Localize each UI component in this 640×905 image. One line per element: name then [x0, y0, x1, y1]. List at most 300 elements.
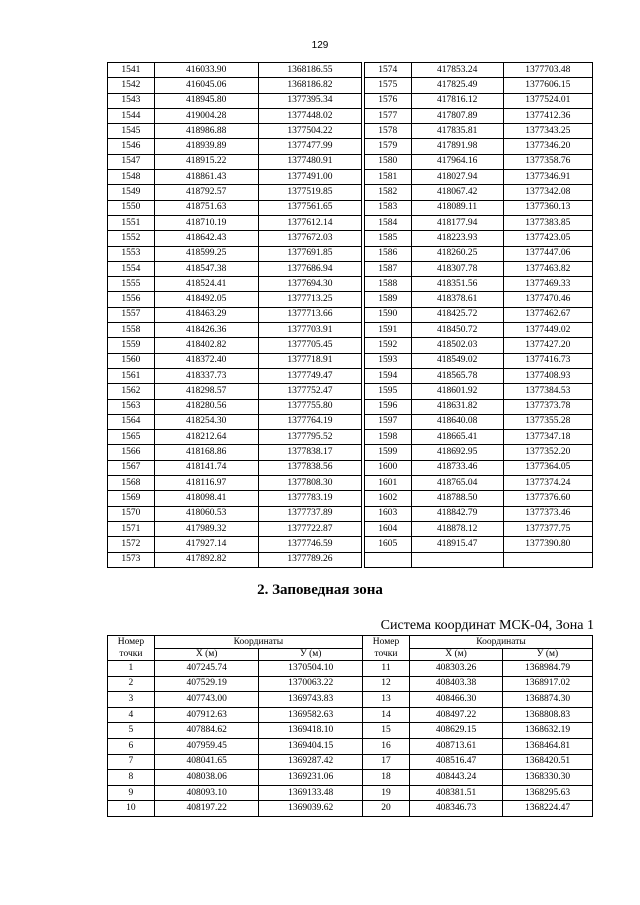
- x-coordinate-cell: 418223.93: [411, 231, 503, 246]
- y-coordinate-cell: 1368420.51: [503, 754, 593, 770]
- y-coordinate-cell: 1377352.20: [503, 445, 592, 460]
- point-number-cell: 1553: [108, 246, 155, 261]
- table-row: [365, 506, 593, 521]
- y-coordinate-cell: 1377783.19: [258, 491, 361, 506]
- x-coordinate-cell: 418116.97: [154, 476, 258, 491]
- table-row: [108, 476, 362, 491]
- point-number-cell: 20: [363, 801, 410, 817]
- table-row: [365, 430, 593, 445]
- x-coordinate-cell: 418502.03: [411, 338, 503, 353]
- table-row: [108, 707, 363, 723]
- y-coordinate-cell: 1377383.85: [503, 215, 592, 230]
- x-coordinate-cell: 407912.63: [154, 707, 259, 723]
- point-number-cell: 7: [108, 754, 155, 770]
- point-number-cell: 1576: [365, 93, 412, 108]
- point-number-header: Номер точки: [108, 636, 155, 661]
- x-coordinate-cell: 408041.65: [154, 754, 259, 770]
- x-coordinate-cell: 416033.90: [154, 63, 258, 78]
- y-coordinate-cell: 1377713.25: [258, 292, 361, 307]
- x-coordinate-cell: 417989.32: [154, 521, 258, 536]
- y-header: У (м): [503, 648, 593, 661]
- point-number-cell: 1562: [108, 384, 155, 399]
- y-coordinate-cell: 1377347.18: [503, 430, 592, 445]
- y-coordinate-cell: 1377703.48: [503, 63, 592, 78]
- section-title: 2. Заповедная зона: [257, 582, 383, 598]
- x-coordinate-cell: 418212.64: [154, 430, 258, 445]
- y-coordinate-cell: 1369418.10: [259, 723, 363, 739]
- y-coordinate-cell: 1377672.03: [258, 231, 361, 246]
- y-coordinate-cell: 1377427.20: [503, 338, 592, 353]
- table-row: [365, 292, 593, 307]
- y-coordinate-cell: 1377373.78: [503, 399, 592, 414]
- x-coordinate-cell: 418631.82: [411, 399, 503, 414]
- table-body: [108, 661, 363, 817]
- header-row: [363, 636, 593, 649]
- y-coordinate-cell: 1377390.80: [503, 537, 592, 552]
- y-coordinate-cell: 1377524.01: [503, 93, 592, 108]
- x-coordinate-cell: 418788.50: [411, 491, 503, 506]
- y-coordinate-cell: 1377789.26: [258, 552, 361, 567]
- y-coordinate-cell: 1377477.99: [258, 139, 361, 154]
- y-coordinate-cell: 1369039.62: [259, 801, 363, 817]
- table-row: [365, 491, 593, 506]
- y-coordinate-cell: 1377606.15: [503, 78, 592, 93]
- table-row: [108, 399, 362, 414]
- y-coordinate-cell: 1369287.42: [259, 754, 363, 770]
- point-number-cell: 1596: [365, 399, 412, 414]
- x-coordinate-cell: 417892.82: [154, 552, 258, 567]
- table-row: [365, 108, 593, 123]
- table-row: [108, 323, 362, 338]
- y-coordinate-cell: 1377342.08: [503, 185, 592, 200]
- table-row: [108, 723, 363, 739]
- point-number-cell: 1578: [365, 124, 412, 139]
- point-number-cell: 11: [363, 661, 410, 677]
- table-row: [108, 277, 362, 292]
- point-number-cell: 8: [108, 770, 155, 786]
- point-number-cell: 1556: [108, 292, 155, 307]
- x-coordinate-cell: 418915.47: [411, 537, 503, 552]
- coordinates-header: Координаты: [154, 636, 362, 649]
- table-row: [108, 414, 362, 429]
- y-coordinate-cell: 1377469.33: [503, 277, 592, 292]
- point-number-cell: 1579: [365, 139, 412, 154]
- x-coordinate-cell: 418426.36: [154, 323, 258, 338]
- y-coordinate-cell: 1368632.19: [503, 723, 593, 739]
- table-row: [365, 445, 593, 460]
- y-coordinate-cell: 1377838.17: [258, 445, 361, 460]
- table-row: [108, 491, 362, 506]
- x-coordinate-cell: 418067.42: [411, 185, 503, 200]
- point-number-cell: 1604: [365, 521, 412, 536]
- y-coordinate-cell: 1377448.02: [258, 108, 361, 123]
- point-number-cell: 1558: [108, 323, 155, 338]
- x-coordinate-cell: 418307.78: [411, 261, 503, 276]
- table-row: [108, 785, 363, 801]
- x-coordinate-cell: 418351.56: [411, 277, 503, 292]
- x-coordinate-cell: 418547.38: [154, 261, 258, 276]
- table-row: [108, 261, 362, 276]
- x-header: X (м): [154, 648, 259, 661]
- x-coordinate-cell: 407959.45: [154, 738, 259, 754]
- table-row: [108, 78, 362, 93]
- table-row: [363, 676, 593, 692]
- y-coordinate-cell: 1377718.91: [258, 353, 361, 368]
- x-coordinate-cell: 418939.89: [154, 139, 258, 154]
- point-number-cell: 1541: [108, 63, 155, 78]
- x-coordinate-cell: 418463.29: [154, 307, 258, 322]
- table-row: [108, 754, 363, 770]
- y-coordinate-cell: 1377408.93: [503, 368, 592, 383]
- point-number-cell: 1560: [108, 353, 155, 368]
- y-coordinate-cell: 1377480.91: [258, 154, 361, 169]
- point-number-cell: 1599: [365, 445, 412, 460]
- y-coordinate-cell: 1377808.30: [258, 476, 361, 491]
- x-coordinate-cell: 416045.06: [154, 78, 258, 93]
- x-coordinate-cell: 408713.61: [410, 738, 503, 754]
- table-row: [108, 93, 362, 108]
- y-coordinate-cell: 1377519.85: [258, 185, 361, 200]
- table-row: [365, 231, 593, 246]
- y-coordinate-cell: 1377491.00: [258, 170, 361, 185]
- y-coordinate-cell: 1377376.60: [503, 491, 592, 506]
- x-coordinate-cell: 417891.98: [411, 139, 503, 154]
- point-number-cell: 1542: [108, 78, 155, 93]
- table-row: [363, 785, 593, 801]
- table-row: [108, 154, 362, 169]
- x-coordinate-cell: 417853.24: [411, 63, 503, 78]
- point-number-cell: 1563: [108, 399, 155, 414]
- y-coordinate-cell: 1369743.83: [259, 692, 363, 708]
- point-number-cell: 1584: [365, 215, 412, 230]
- x-coordinate-cell: 408466.30: [410, 692, 503, 708]
- table-row: [365, 552, 593, 567]
- y-coordinate-cell: 1368464.81: [503, 738, 593, 754]
- point-number-cell: 2: [108, 676, 155, 692]
- point-number-header: Номер точки: [363, 636, 410, 661]
- x-coordinate-cell: 417835.81: [411, 124, 503, 139]
- coordinates-header: Координаты: [410, 636, 593, 649]
- point-number-cell: 1567: [108, 460, 155, 475]
- y-coordinate-cell: 1369404.15: [259, 738, 363, 754]
- x-coordinate-cell: 418642.43: [154, 231, 258, 246]
- y-coordinate-cell: 1368874.30: [503, 692, 593, 708]
- x-coordinate-cell: 418492.05: [154, 292, 258, 307]
- point-number-cell: 1590: [365, 307, 412, 322]
- x-coordinate-cell: 418402.82: [154, 338, 258, 353]
- table-row: [363, 754, 593, 770]
- table-row: [108, 215, 362, 230]
- table-row: [365, 200, 593, 215]
- y-coordinate-cell: 1368984.79: [503, 661, 593, 677]
- point-number-cell: 1: [108, 661, 155, 677]
- table-row: [365, 307, 593, 322]
- point-number-cell: 1598: [365, 430, 412, 445]
- point-number-cell: 1585: [365, 231, 412, 246]
- x-coordinate-cell: 418692.95: [411, 445, 503, 460]
- y-coordinate-cell: 1368295.63: [503, 785, 593, 801]
- table-row: [108, 170, 362, 185]
- point-number-cell: 1588: [365, 277, 412, 292]
- table-row: [108, 552, 362, 567]
- y-coordinate-cell: 1377713.66: [258, 307, 361, 322]
- y-coordinate-cell: 1369231.06: [259, 770, 363, 786]
- y-coordinate-cell: 1377364.05: [503, 460, 592, 475]
- table-row: [108, 445, 362, 460]
- x-coordinate-cell: 418945.80: [154, 93, 258, 108]
- x-coordinate-cell: 407743.00: [154, 692, 259, 708]
- x-coordinate-cell: 418733.46: [411, 460, 503, 475]
- table-row: [365, 353, 593, 368]
- point-number-cell: 1583: [365, 200, 412, 215]
- x-coordinate-cell: 408516.47: [410, 754, 503, 770]
- table-row: [365, 261, 593, 276]
- y-coordinate-cell: 1377343.25: [503, 124, 592, 139]
- x-coordinate-cell: 418915.22: [154, 154, 258, 169]
- point-number-cell: 1551: [108, 215, 155, 230]
- x-coordinate-cell: 417964.16: [411, 154, 503, 169]
- x-coordinate-cell: 418378.61: [411, 292, 503, 307]
- y-coordinate-cell: 1369133.48: [259, 785, 363, 801]
- y-coordinate-cell: 1377561.65: [258, 200, 361, 215]
- y-coordinate-cell: 1377795.52: [258, 430, 361, 445]
- table-row: [108, 108, 362, 123]
- table-row: [363, 723, 593, 739]
- point-number-cell: 1546: [108, 139, 155, 154]
- table-row: [365, 246, 593, 261]
- point-number-cell: 1545: [108, 124, 155, 139]
- table-row: [108, 338, 362, 353]
- y-coordinate-cell: 1377470.46: [503, 292, 592, 307]
- y-coordinate-cell: 1377722.87: [258, 521, 361, 536]
- table-row: [108, 738, 363, 754]
- table-row: [363, 738, 593, 754]
- x-coordinate-cell: 417825.49: [411, 78, 503, 93]
- x-coordinate-cell: 418280.56: [154, 399, 258, 414]
- point-number-cell: 1565: [108, 430, 155, 445]
- point-number-cell: 1580: [365, 154, 412, 169]
- point-number-cell: 1561: [108, 368, 155, 383]
- y-coordinate-cell: 1377358.76: [503, 154, 592, 169]
- point-number-cell: 1593: [365, 353, 412, 368]
- table-row: [365, 323, 593, 338]
- x-coordinate-cell: 418098.41: [154, 491, 258, 506]
- point-number-cell: 4: [108, 707, 155, 723]
- y-coordinate-cell: 1377395.34: [258, 93, 361, 108]
- table-row: [108, 801, 363, 817]
- x-coordinate-cell: 418792.57: [154, 185, 258, 200]
- table-row: [365, 139, 593, 154]
- point-number-cell: 1566: [108, 445, 155, 460]
- x-coordinate-cell: 407245.74: [154, 661, 259, 677]
- x-coordinate-cell: 418060.53: [154, 506, 258, 521]
- point-number-cell: 1559: [108, 338, 155, 353]
- point-number-cell: 12: [363, 676, 410, 692]
- y-coordinate-cell: 1377463.82: [503, 261, 592, 276]
- x-coordinate-cell: 418298.57: [154, 384, 258, 399]
- table-row: [108, 506, 362, 521]
- x-coordinate-cell: 418601.92: [411, 384, 503, 399]
- table-row: [365, 414, 593, 429]
- x-coordinate-cell: 418565.78: [411, 368, 503, 383]
- x-coordinate-cell: 418260.25: [411, 246, 503, 261]
- x-coordinate-cell: 418141.74: [154, 460, 258, 475]
- x-coordinate-cell: 418599.25: [154, 246, 258, 261]
- point-number-cell: 1602: [365, 491, 412, 506]
- table-row: [365, 521, 593, 536]
- point-number-cell: 1573: [108, 552, 155, 567]
- point-number-cell: 1554: [108, 261, 155, 276]
- x-coordinate-cell: 417807.89: [411, 108, 503, 123]
- point-number-cell: 14: [363, 707, 410, 723]
- point-number-cell: 1571: [108, 521, 155, 536]
- y-coordinate-cell: 1377703.91: [258, 323, 361, 338]
- x-coordinate-cell: 408197.22: [154, 801, 259, 817]
- table-row: [365, 476, 593, 491]
- y-coordinate-cell: 1377737.89: [258, 506, 361, 521]
- y-coordinate-cell: 1377694.30: [258, 277, 361, 292]
- table-row: [365, 63, 593, 78]
- header-row: [108, 636, 363, 649]
- y-coordinate-cell: 1377384.53: [503, 384, 592, 399]
- y-coordinate-cell: 1377447.06: [503, 246, 592, 261]
- y-coordinate-cell: 1377691.85: [258, 246, 361, 261]
- point-number-cell: 1549: [108, 185, 155, 200]
- y-coordinate-cell: 1377373.46: [503, 506, 592, 521]
- table-row: [108, 368, 362, 383]
- table-row: [363, 770, 593, 786]
- zone-coordinates-table-right: [362, 635, 593, 817]
- table-row: [365, 399, 593, 414]
- zone-coordinates-table-left: [107, 635, 363, 817]
- point-number-cell: 18: [363, 770, 410, 786]
- x-coordinate-cell: 418640.08: [411, 414, 503, 429]
- y-coordinate-cell: 1377449.02: [503, 323, 592, 338]
- point-number-cell: 1601: [365, 476, 412, 491]
- x-coordinate-cell: 418425.72: [411, 307, 503, 322]
- y-coordinate-cell: 1368917.02: [503, 676, 593, 692]
- point-number-cell: 3: [108, 692, 155, 708]
- table-row: [365, 154, 593, 169]
- table-row: [365, 93, 593, 108]
- point-number-cell: 1581: [365, 170, 412, 185]
- point-number-cell: 1568: [108, 476, 155, 491]
- x-coordinate-cell: 418337.73: [154, 368, 258, 383]
- table-body: [365, 63, 593, 568]
- x-coordinate-cell: 408629.15: [410, 723, 503, 739]
- y-coordinate-cell: 1377838.56: [258, 460, 361, 475]
- point-number-cell: 1592: [365, 338, 412, 353]
- x-coordinate-cell: 408093.10: [154, 785, 259, 801]
- x-coordinate-cell: 418861.43: [154, 170, 258, 185]
- y-coordinate-cell: 1377412.36: [503, 108, 592, 123]
- page-number: 129: [311, 40, 329, 51]
- point-number-cell: 1575: [365, 78, 412, 93]
- table-row: [108, 676, 363, 692]
- y-coordinate-cell: 1368808.83: [503, 707, 593, 723]
- point-number-cell: 13: [363, 692, 410, 708]
- x-coordinate-cell: 418986.88: [154, 124, 258, 139]
- point-number-cell: 1603: [365, 506, 412, 521]
- y-coordinate-cell: 1377355.28: [503, 414, 592, 429]
- x-coordinate-cell: 418524.41: [154, 277, 258, 292]
- table-row: [365, 170, 593, 185]
- y-coordinate-cell: 1377360.13: [503, 200, 592, 215]
- coordinate-system-title: Система координат МСК-04, Зона 1: [380, 618, 594, 633]
- table-row: [108, 460, 362, 475]
- x-coordinate-cell: 418878.12: [411, 521, 503, 536]
- point-number-cell: 1564: [108, 414, 155, 429]
- table-row: [108, 537, 362, 552]
- x-coordinate-cell: 418842.79: [411, 506, 503, 521]
- point-number-cell: [365, 552, 412, 567]
- table-row: [365, 185, 593, 200]
- x-coordinate-cell: 418372.40: [154, 353, 258, 368]
- point-number-cell: 1589: [365, 292, 412, 307]
- coordinates-table-right: [364, 62, 593, 568]
- y-coordinate-cell: 1377462.67: [503, 307, 592, 322]
- x-coordinate-cell: 407529.19: [154, 676, 259, 692]
- table-row: [365, 215, 593, 230]
- point-number-cell: 1594: [365, 368, 412, 383]
- point-number-cell: 1574: [365, 63, 412, 78]
- table-row: [108, 246, 362, 261]
- table-row: [108, 139, 362, 154]
- y-coordinate-cell: 1377346.91: [503, 170, 592, 185]
- y-coordinate-cell: 1369582.63: [259, 707, 363, 723]
- table-row: [365, 537, 593, 552]
- table-row: [365, 78, 593, 93]
- point-number-cell: 6: [108, 738, 155, 754]
- x-coordinate-cell: 408403.38: [410, 676, 503, 692]
- y-coordinate-cell: 1377346.20: [503, 139, 592, 154]
- point-number-cell: 1555: [108, 277, 155, 292]
- point-number-cell: 1570: [108, 506, 155, 521]
- point-number-cell: 1605: [365, 537, 412, 552]
- x-coordinate-cell: 418665.41: [411, 430, 503, 445]
- table-row: [363, 707, 593, 723]
- table-row: [363, 801, 593, 817]
- table-row: [365, 384, 593, 399]
- table-row: [108, 307, 362, 322]
- point-number-cell: 1597: [365, 414, 412, 429]
- y-coordinate-cell: 1368186.55: [258, 63, 361, 78]
- x-coordinate-cell: 418450.72: [411, 323, 503, 338]
- x-coordinate-cell: 418254.30: [154, 414, 258, 429]
- point-number-cell: 1591: [365, 323, 412, 338]
- table-row: [108, 185, 362, 200]
- y-coordinate-cell: 1377764.19: [258, 414, 361, 429]
- point-number-cell: 1543: [108, 93, 155, 108]
- table-row: [108, 124, 362, 139]
- point-number-cell: 1544: [108, 108, 155, 123]
- y-coordinate-cell: 1377705.45: [258, 338, 361, 353]
- x-coordinate-cell: 418168.86: [154, 445, 258, 460]
- point-number-cell: 1577: [365, 108, 412, 123]
- y-coordinate-cell: 1370063.22: [259, 676, 363, 692]
- x-coordinate-cell: 419004.28: [154, 108, 258, 123]
- y-coordinate-cell: 1377416.73: [503, 353, 592, 368]
- x-coordinate-cell: 418177.94: [411, 215, 503, 230]
- y-coordinate-cell: 1377374.24: [503, 476, 592, 491]
- x-coordinate-cell: 408038.06: [154, 770, 259, 786]
- table-row: [108, 692, 363, 708]
- y-coordinate-cell: 1377377.75: [503, 521, 592, 536]
- table-body: [363, 661, 593, 817]
- table-row: [365, 338, 593, 353]
- table-row: [365, 460, 593, 475]
- table-row: [365, 277, 593, 292]
